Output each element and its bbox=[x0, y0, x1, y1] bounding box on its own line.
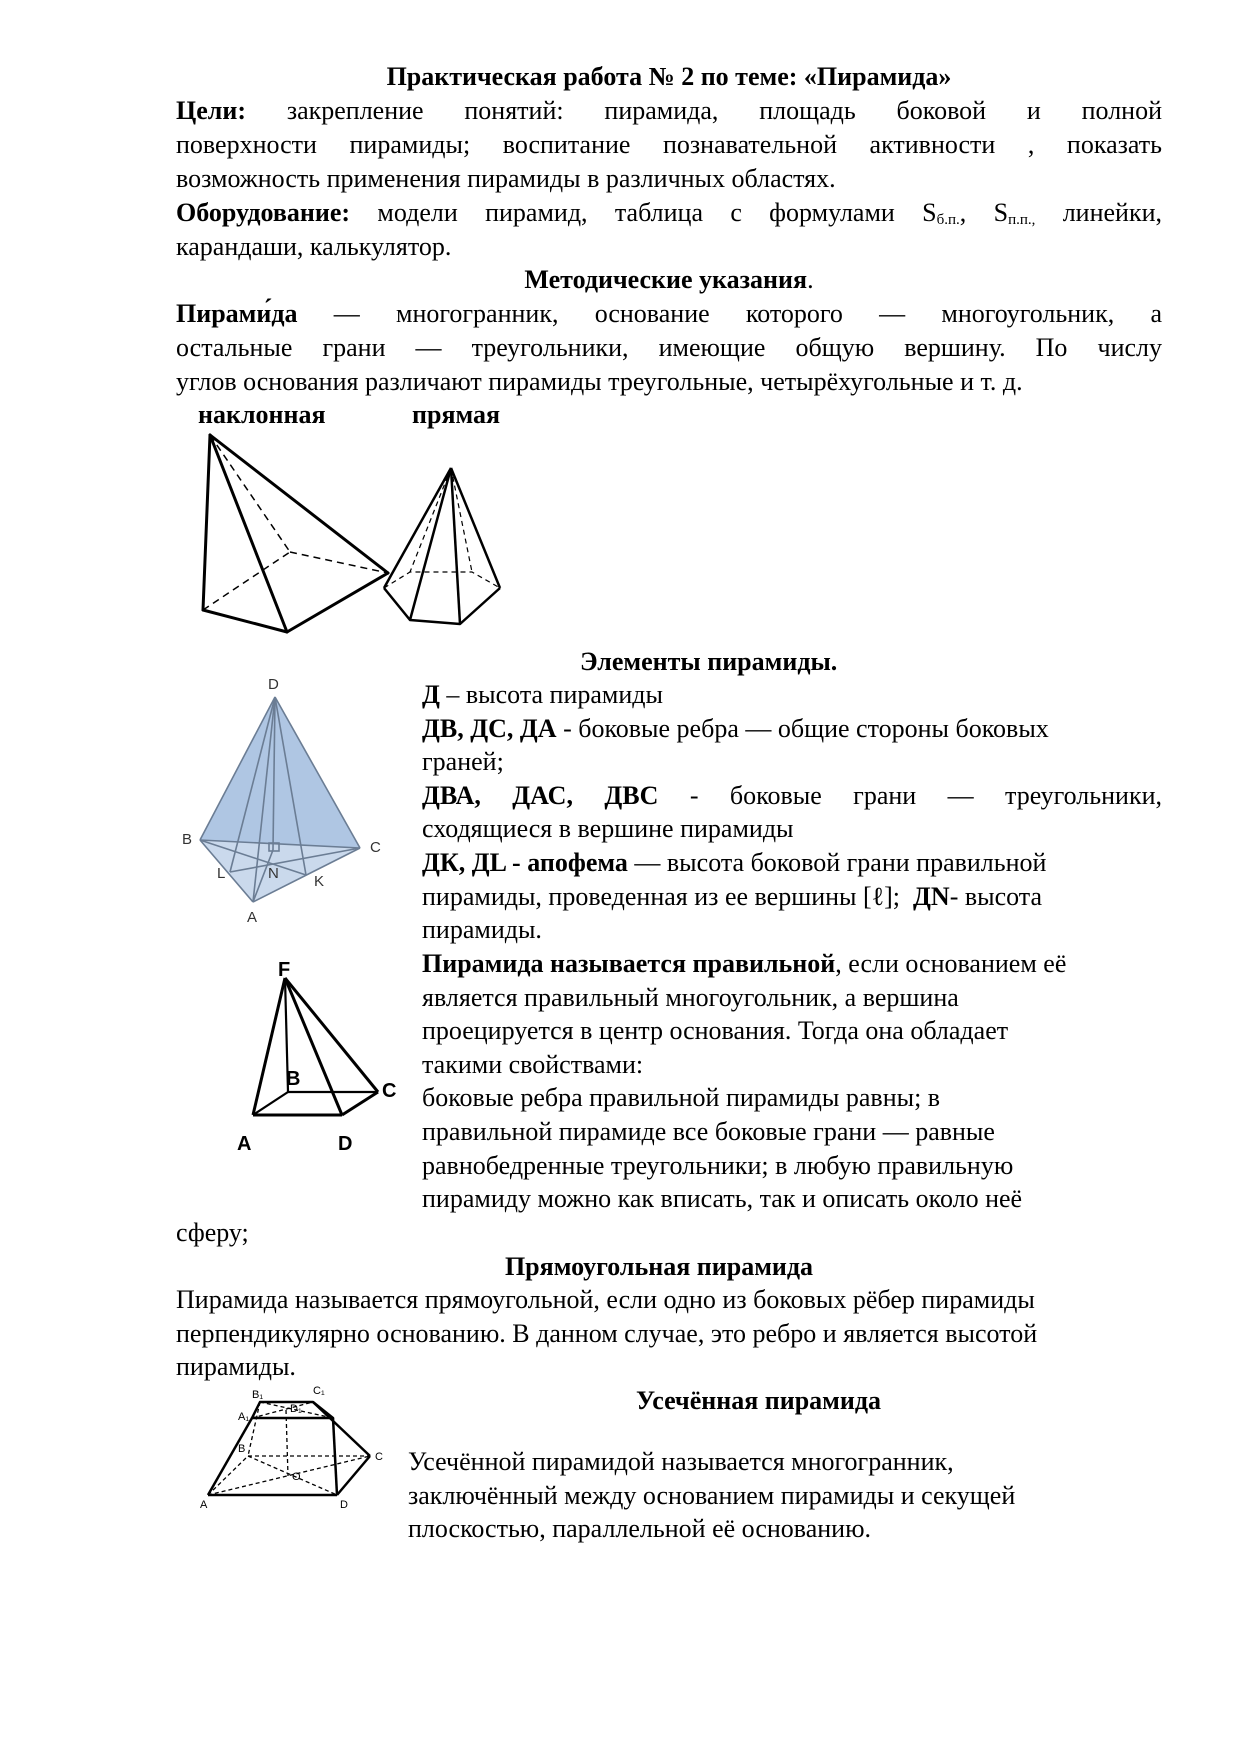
definition-term: Пирами́да bbox=[176, 299, 298, 328]
inclined-hidden-base-left bbox=[203, 552, 290, 610]
label-right: прямая bbox=[412, 400, 501, 429]
regular-text-1: , если основанием её bbox=[835, 949, 1067, 978]
regular-line-8: пирамиду можно как вписать, так и описать около неё bbox=[422, 1184, 1023, 1213]
label-fig5-A1: A₁ bbox=[238, 1411, 250, 1423]
element-apothem-text: — высота боковой грани правильной bbox=[634, 848, 1047, 877]
element-edges-term: ДВ, ДС, ДА bbox=[422, 714, 557, 743]
label-fig5-C1: C₁ bbox=[313, 1385, 325, 1397]
element-apothem-term: ДК, ДL - апофема bbox=[422, 848, 628, 877]
goals-label: Цели: bbox=[176, 96, 246, 125]
equipment-text-2: , S bbox=[959, 198, 1009, 227]
rectangular-line-3: пирамиды. bbox=[176, 1352, 296, 1381]
element-faces-text: - боковые грани — треугольники, bbox=[689, 781, 1163, 810]
label-fig4-A: A bbox=[237, 1133, 252, 1155]
element-dn-term: ДN bbox=[913, 882, 950, 911]
right-pyramid-figure bbox=[380, 460, 525, 640]
label-fig5-B1: B₁ bbox=[252, 1389, 264, 1401]
label-fig3-N: N bbox=[268, 865, 279, 882]
definition-line-1 bbox=[176, 297, 1162, 331]
element-faces-line-2: сходящиеся в вершине пирамиды bbox=[422, 814, 794, 843]
goals-line-1 bbox=[176, 94, 1162, 128]
label-fig4-F: F bbox=[278, 960, 291, 981]
goals-line-3: возможность применения пирамиды в различных областях. bbox=[176, 164, 836, 193]
regular-line-5: боковые ребра правильной пирамиды равны; в bbox=[422, 1083, 941, 1112]
rectangular-line-2: перпендикулярно основанию. В данном случае, это ребро и является высотой bbox=[176, 1319, 1038, 1348]
label-fig5-C: C bbox=[375, 1451, 383, 1463]
regular-line-1 bbox=[422, 947, 1182, 981]
regular-term: Пирамида называется правильной bbox=[422, 949, 836, 978]
label-fig3-K: K bbox=[314, 873, 325, 890]
equipment-sub-2: п.п., bbox=[1008, 212, 1036, 228]
element-faces-line bbox=[422, 779, 1162, 813]
element-edges-text: - боковые ребра — общие стороны боковых bbox=[563, 714, 1049, 743]
truncated-line-2: заключённый между основанием пирамиды и секущей bbox=[408, 1481, 1016, 1510]
inclined-base-front-right bbox=[287, 573, 388, 632]
rectangular-heading: Прямоугольная пирамида bbox=[504, 1252, 814, 1281]
equipment-line-2: карандаши, калькулятор. bbox=[176, 232, 452, 261]
regular-line-6: правильной пирамиде все боковые грани — равные bbox=[422, 1117, 995, 1146]
inclined-edge-left bbox=[203, 435, 210, 610]
element-apothem-line bbox=[422, 846, 1162, 880]
truncated-pyramid-figure bbox=[200, 1380, 390, 1525]
label-fig5-D: D bbox=[340, 1499, 348, 1511]
definition-line-2: остальные грани — треугольники, имеющие общую вершину. По числу bbox=[176, 333, 1162, 362]
element-apothem-line-2 bbox=[422, 880, 1182, 914]
equipment-text-1: модели пирамид, таблица с формулами S bbox=[377, 198, 937, 227]
label-fig5-D1: D₁ bbox=[290, 1403, 302, 1415]
element-height-text: – высота пирамиды bbox=[446, 680, 663, 709]
label-fig4-D: D bbox=[338, 1133, 353, 1155]
regular-line-4: такими свойствами: bbox=[422, 1050, 644, 1079]
element-edges-line bbox=[422, 712, 1162, 746]
label-fig3-C: C bbox=[370, 839, 381, 856]
goals-text-1: закрепление понятий: пирамида, площадь боковой и полной bbox=[286, 96, 1162, 125]
rectangular-line-1: Пирамида называется прямоугольной, если одно из боковых рёбер пирамиды bbox=[176, 1285, 1035, 1314]
truncated-line-1: Усечённой пирамидой называется многогранник, bbox=[408, 1447, 954, 1476]
truncated-line-3: плоскостью, параллельной её основанию. bbox=[408, 1514, 871, 1543]
label-fig5-O: O bbox=[292, 1471, 301, 1483]
inclined-base-front-left bbox=[203, 610, 287, 632]
method-heading-dot: . bbox=[807, 265, 814, 294]
element-dn-text: - высота bbox=[949, 882, 1043, 911]
method-heading bbox=[176, 263, 1162, 297]
element-apothem-line-3: пирамиды. bbox=[422, 915, 542, 944]
element-apothem-text-2: пирамиды, проведенная из ее вершины [ℓ]; bbox=[422, 882, 901, 911]
regular-line-3: проецируется в центр основания. Тогда она обладает bbox=[422, 1016, 1009, 1045]
equipment-sub-1: б.п. bbox=[936, 212, 960, 228]
regular-line-2: является правильный многоугольник, а вершина bbox=[422, 983, 959, 1012]
regular-line-9: сферу; bbox=[176, 1218, 249, 1247]
label-fig4-B: B bbox=[286, 1068, 301, 1090]
element-height-term: Д bbox=[422, 680, 440, 709]
label-fig3-L: L bbox=[217, 865, 226, 882]
label-fig4-C: C bbox=[382, 1080, 397, 1102]
method-heading-text: Методические указания bbox=[524, 265, 808, 294]
element-height-line bbox=[422, 678, 1162, 712]
truncated-heading: Усечённая пирамида bbox=[636, 1386, 882, 1415]
definition-line-3: углов основания различают пирамиды треугольные, четырёхугольные и т. д. bbox=[176, 367, 1023, 396]
element-faces-term: ДВА, ДАС, ДВС bbox=[422, 781, 659, 810]
hexagon-front-base bbox=[384, 588, 500, 624]
equipment-text-3: линейки, bbox=[1062, 198, 1163, 227]
regular-line-7: равнобедренные треугольники; в любую правильную bbox=[422, 1151, 1014, 1180]
triangular-pyramid-figure bbox=[180, 672, 395, 932]
element-edges-line-2: граней; bbox=[422, 747, 504, 776]
label-inclined: наклонная bbox=[198, 400, 326, 429]
equipment-line-1 bbox=[176, 196, 1162, 230]
elements-heading: Элементы пирамиды. bbox=[580, 647, 838, 676]
page-title: Практическая работа № 2 по теме: «Пирамида» bbox=[386, 62, 952, 91]
inclined-pyramid-figure bbox=[190, 430, 405, 640]
label-fig3-B: B bbox=[182, 831, 193, 848]
goals-line-2: поверхности пирамиды; воспитание познавательной активности , показать bbox=[176, 130, 1162, 159]
quadrilateral-pyramid-figure bbox=[230, 960, 405, 1165]
label-fig5-B: B bbox=[238, 1443, 246, 1455]
label-fig3-D: D bbox=[268, 676, 279, 693]
definition-text-1: — многогранник, основание которого — многоугольник, а bbox=[333, 299, 1163, 328]
label-fig5-A: A bbox=[200, 1499, 208, 1511]
equipment-label: Оборудование: bbox=[176, 198, 351, 227]
label-fig3-A: A bbox=[247, 909, 258, 926]
